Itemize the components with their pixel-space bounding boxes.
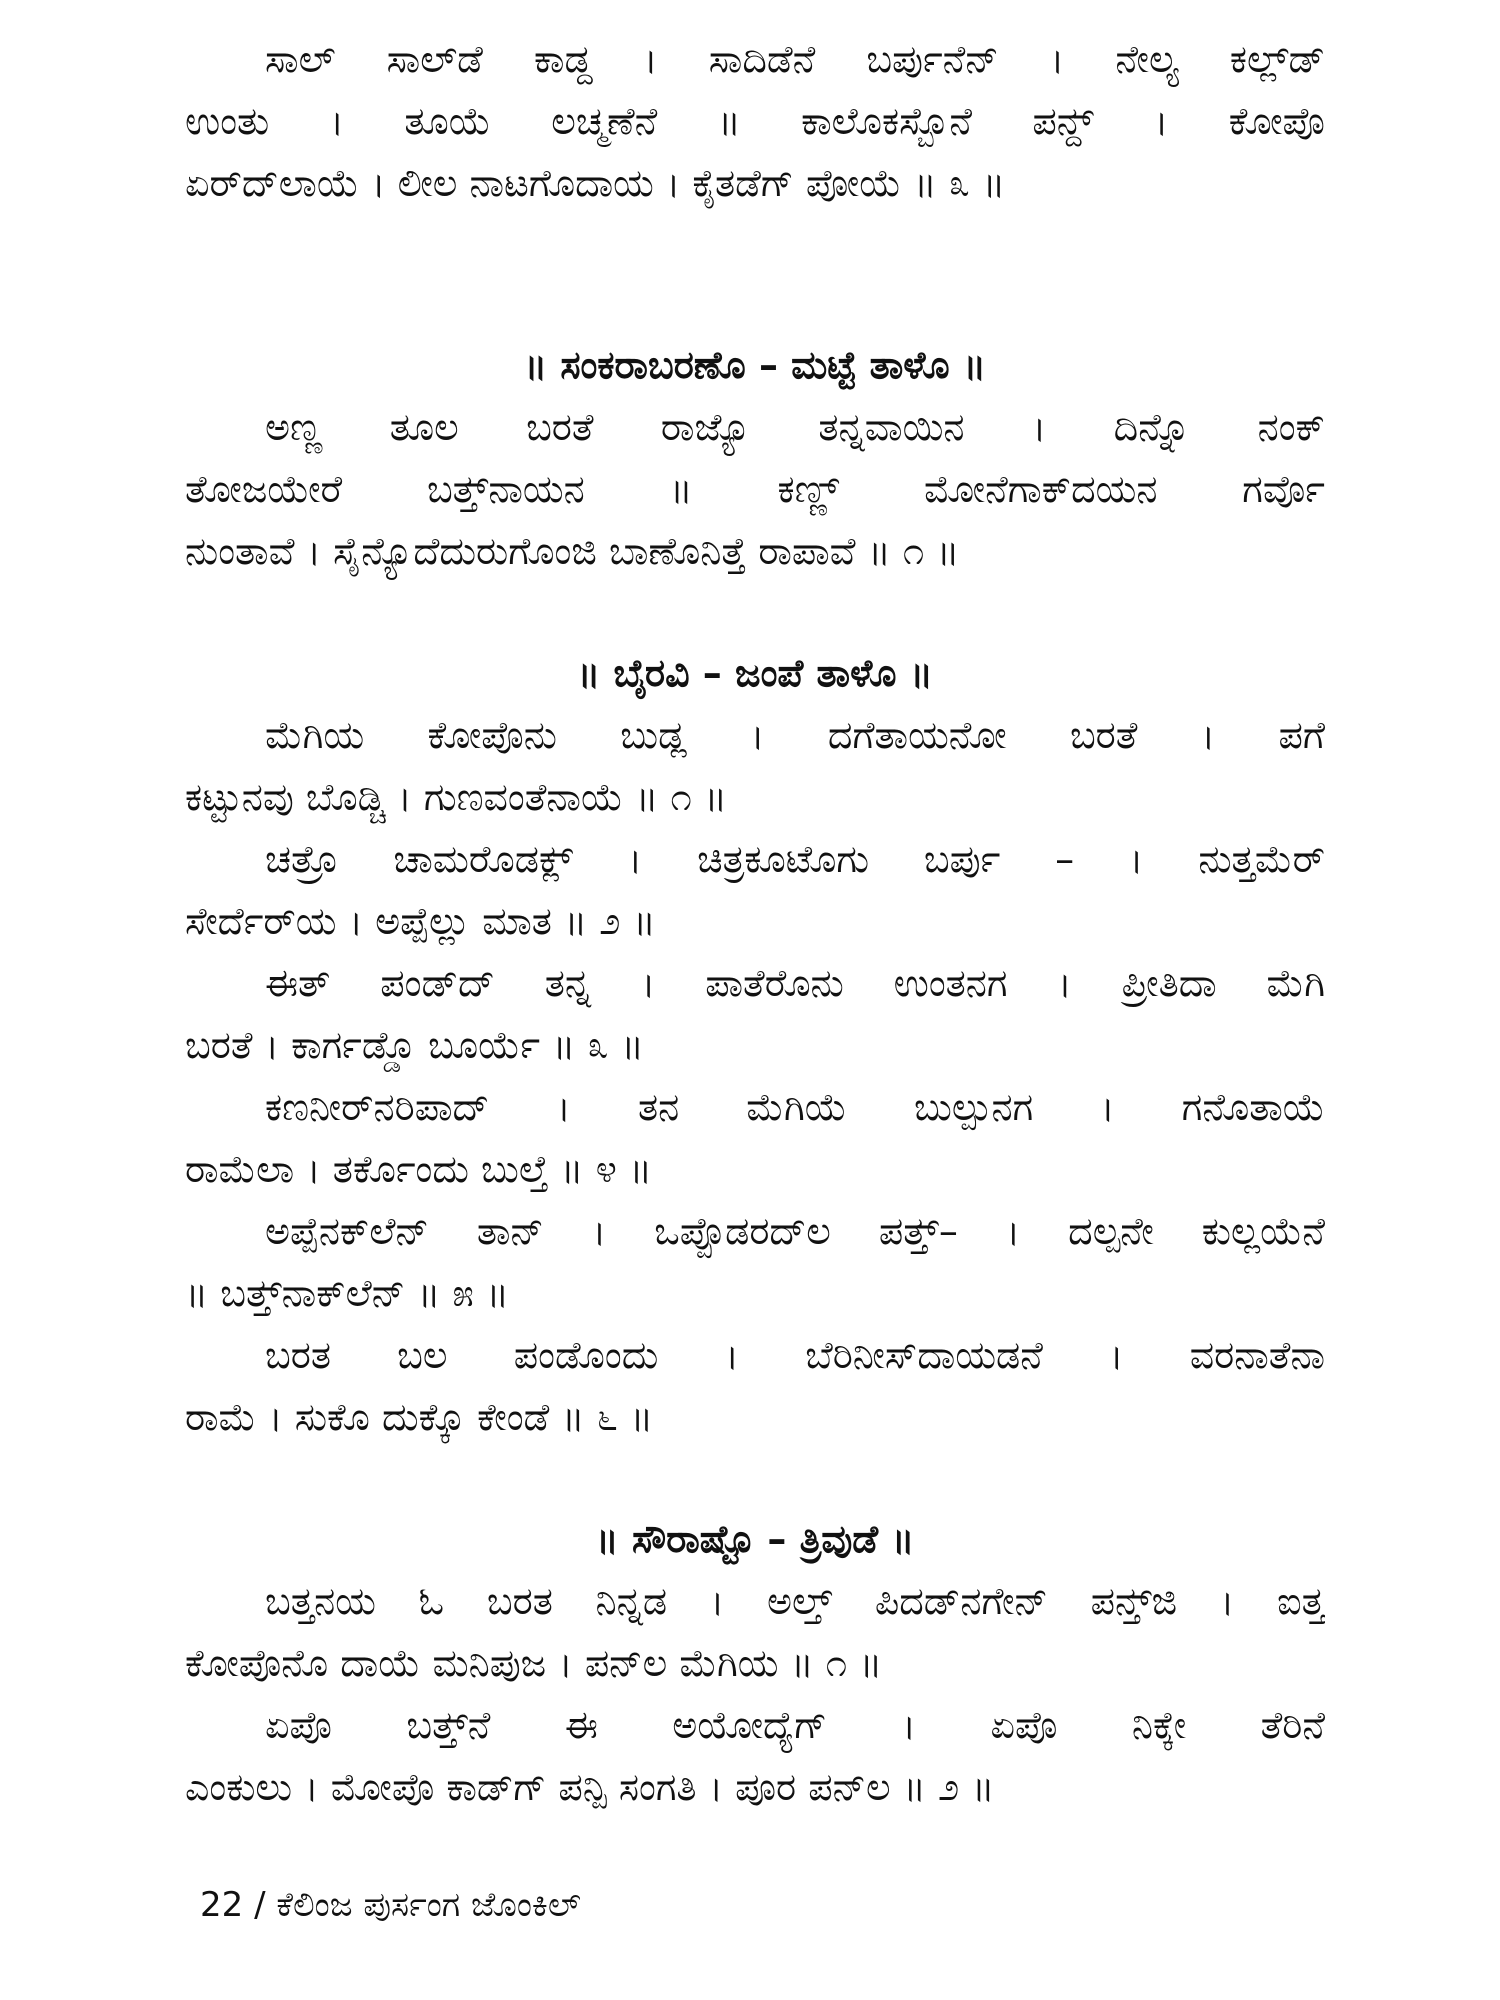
verse-line: ॥ ಬತ್ತ್‌ನಾಕ್‌ಲೆನ್ ॥ ೫ ॥ xyxy=(185,1271,510,1315)
verse-line: ನುಂತಾವೆ । ಸೈನ್ಯೊದೆದುರುಗೊಂಜಿ ಬಾಣೊನಿತ್ತೆ ರಾಪಾವೆ ॥ ೧ ॥ xyxy=(185,529,960,573)
section-heading: ॥ ಸಂಕರಾಬರಣೊ – ಮಟ್ಟೆ ತಾಳೊ ॥ xyxy=(523,343,987,387)
page-footer: 22 / ಕೆಲಿಂಜ ಪುರ್ಸಂಗ ಜೊಂಕಿಲ್ xyxy=(200,1885,581,1925)
verse-line: ಕಟ್ಟುನವು ಬೊಡ್ಚಿ । ಗುಣವಂತೆನಾಯೆ ॥ ೧ ॥ xyxy=(185,775,728,819)
verse-line: ಕಣನೀರ್‌ನರಿಪಾದ್ । ತನ ಮೆಗಿಯೆ ಬುಲ್ಪುನಗ । ಗನೊತಾಯೆ xyxy=(265,1085,1325,1129)
document-page xyxy=(185,28,1325,1818)
verse-line: ಬತ್ತನಯ ಓ ಬರತ ನಿನ್ನಡ । ಅಲ್ತ್ ಪಿದಡ್‌ನಗೇನ್ ಪನ್ತ್‌ಜಿ । ಐತ್ತ xyxy=(265,1579,1325,1623)
verse-line: ಉಂತು । ತೂಯೆ ಲಚ್ಮಣೆನೆ ॥ ಕಾಲೊಕಸ್ಬೊನೆ ಪನ್ದ್ । ಕೋಪೊ xyxy=(185,99,1325,143)
section-sankarabarana xyxy=(185,334,1325,582)
section-spacer xyxy=(185,1448,1325,1508)
verse-line: ಬರತ ಬಲ ಪಂಡೊಂದು । ಬೆರಿನೀಸ್‌ದಾಯಡನೆ । ವರನಾತೆನಾ xyxy=(265,1333,1325,1377)
verse-line: ಏರ್‌ದ್‌ಲಾಯೆ । ಲೀಲ ನಾಟಗೊದಾಯ । ಕೈತಡೆಗ್ ಪೋಯೆ ॥ ೩ ॥ xyxy=(185,161,1006,205)
verse-line: ಚತ್ರೊ ಚಾಮರೊಡಕ್ಲ್ । ಚಿತ್ರಕೂಟೊಗು ಬರ್ಪು – । ನುತ್ತಮೆರ್ xyxy=(265,837,1325,881)
verse-block-continuation xyxy=(185,28,1325,214)
verse-line: ರಾಮೆಲಾ । ತರ್ಕೊಂದು ಬುಲ್ತೆ ॥ ೪ ॥ xyxy=(185,1147,653,1191)
verse-line: ಅಣ್ಣ ತೂಲ ಬರತೆ ರಾಜ್ಯೊ ತನ್ನವಾಯಿನ । ದಿನ್ನೊ ನಂಕ್ xyxy=(265,405,1325,449)
verse-line: ಏಪೊ ಬತ್ತ್‌ನೆ ಈ ಅಯೋದ್ಯೆಗ್ । ಏಪೊ ನಿಕ್ಕೇ ತೆರಿನೆ xyxy=(265,1703,1325,1747)
verse-line: ಅಪ್ಪೆನಕ್‌ಲೆನ್ ತಾನ್ । ಒಪ್ಪೊಡರದ್‌ಲ ಪತ್ತ್– । ದಲ್ಪನೇ ಕುಲ್ಲಯೆನೆ xyxy=(265,1209,1325,1253)
section-heading: ॥ ಬೈರವಿ – ಜಂಪೆ ತಾಳೊ ॥ xyxy=(577,651,933,695)
verse-line: ಸಾಲ್ ಸಾಲ್‌ಡೆ ಕಾಡ್ದ । ಸಾದಿಡೆನೆ ಬರ್ಪುನೆನ್ । ನೇಲ್ಯ ಕಲ್ಲ್‌ಡ್ xyxy=(265,37,1325,81)
verse-line: ತೋಜಯೇರೆ ಬತ್ತ್‌ನಾಯನ ॥ ಕಣ್ಣ್ ಮೋನೆಗಾಕ್‌ದಯನ ಗರ್ವೊ xyxy=(185,467,1325,511)
section-heading: ॥ ಸೌರಾಷ್ಟೊ – ತ್ರಿವುಡೆ ॥ xyxy=(595,1517,915,1561)
section-spacer xyxy=(185,582,1325,642)
verse-line: ಕೋಪೊನೊ ದಾಯೆ ಮನಿಪುಜ । ಪನ್‌ಲ ಮೆಗಿಯ ॥ ೧ ॥ xyxy=(185,1641,883,1685)
verse-line: ಎಂಕುಲು । ಮೋಪೊ ಕಾಡ್‌ಗ್ ಪನ್ಪಿ ಸಂಗತಿ । ಪೂರ ಪನ್‌ಲ ॥ ೨ ॥ xyxy=(185,1765,995,1809)
section-saurashtra xyxy=(185,1508,1325,1818)
verse-line: ಈತ್ ಪಂಡ್‌ದ್ ತನ್ನ । ಪಾತೆರೊನು ಉಂತನಗ । ಪ್ರೀತಿದಾ ಮೆಗಿ xyxy=(265,961,1325,1005)
verse-line: ಬರತೆ । ಕಾರ್ಗಡ್ಡೊ ಬೂರ್ಯೆ ॥ ೩ ॥ xyxy=(185,1023,644,1067)
section-bhairavi xyxy=(185,642,1325,1448)
verse-line: ರಾಮೆ । ಸುಕೊ ದುಕ್ಕೊ ಕೇಂಡೆ ॥ ೬ ॥ xyxy=(185,1395,654,1439)
verse-line: ಮೆಗಿಯ ಕೋಪೊನು ಬುಡ್ಲ । ದಗೆತಾಯನೋ ಬರತೆ । ಪಗೆ xyxy=(265,713,1325,757)
section-spacer xyxy=(185,214,1325,334)
verse-line: ಸೇರ್ದೆರ್‌ಯ । ಅಪ್ಪೆಲ್ಲು ಮಾತ ॥ ೨ ॥ xyxy=(185,899,656,943)
